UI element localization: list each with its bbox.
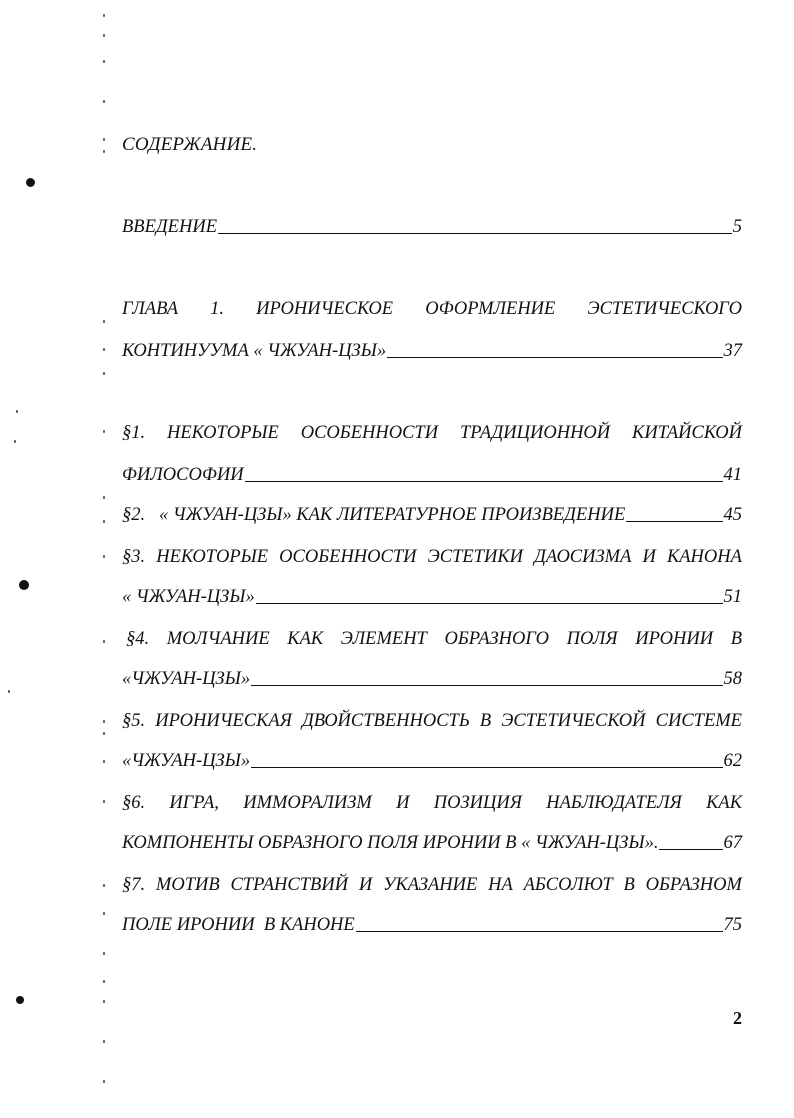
word: ИММОРАЛИЗМ [243, 793, 372, 813]
word: НЕКОТОРЫЕ [156, 547, 269, 567]
word: ОБРАЗНОМ [645, 875, 742, 895]
entry-title: ПОЛЕ ИРОНИИ В КАНОНЕ [122, 915, 355, 935]
word: СИСТЕМЕ [655, 711, 742, 731]
ink-blot [26, 178, 35, 187]
word: УКАЗАНИЕ [383, 875, 478, 895]
word: ГЛАВА [122, 299, 179, 319]
word: НЕКОТОРЫЕ [167, 423, 279, 443]
entry-page: 45 [723, 505, 742, 525]
entry-title: §2. « ЧЖУАН-ЦЗЫ» КАК ЛИТЕРАТУРНОЕ ПРОИЗВЕДЕНИЕ [122, 505, 626, 525]
entry-page: 58 [723, 669, 742, 689]
entry-title: « ЧЖУАН-ЦЗЫ» [122, 587, 255, 607]
entry-page: 37 [723, 341, 742, 361]
word: ТРАДИЦИОННОЙ [459, 423, 611, 443]
toc-entry-chapter1-line2 [122, 338, 742, 364]
word: ЭСТЕТИЧЕСКОЙ [501, 711, 646, 731]
word: §1. [122, 423, 146, 443]
word: ОСОБЕННОСТИ [279, 547, 417, 567]
word: МОТИВ [155, 875, 220, 895]
leader-line [387, 357, 722, 358]
word: ОФОРМЛЕНИЕ [425, 299, 556, 319]
scan-margin-artifacts [0, 0, 110, 1118]
toc-entry-section2 [122, 502, 742, 528]
word: В [623, 875, 635, 895]
entry-page: 41 [723, 465, 742, 485]
entry-title: КОМПОНЕНТЫ ОБРАЗНОГО ПОЛЯ ИРОНИИ В « ЧЖУАН-ЦЗЫ». [122, 833, 659, 853]
toc-entry-section4-line2 [122, 666, 742, 692]
entry-page: 51 [723, 587, 742, 607]
word: ОСОБЕННОСТИ [300, 423, 439, 443]
leader-line [659, 849, 722, 850]
toc-entry-section1-line1 [122, 420, 742, 446]
ink-blot [19, 580, 29, 590]
word: СТРАНСТВИЙ [230, 875, 349, 895]
word: ЭЛЕМЕНТ [340, 629, 427, 649]
word: §6. [122, 793, 146, 813]
toc-entry-section5-line2 [122, 748, 742, 774]
leader-line [218, 233, 732, 234]
toc-entry-section1-line2 [122, 462, 742, 488]
word: §3. [122, 547, 146, 567]
word: НА [488, 875, 513, 895]
toc-entry-intro [122, 214, 742, 240]
toc-entry-section6-line2 [122, 830, 742, 856]
entry-title: «ЧЖУАН-ЦЗЫ» [122, 669, 251, 689]
word: ИРОНИИ [635, 629, 714, 649]
word: И [642, 547, 656, 567]
word: КИТАЙСКОЙ [632, 423, 742, 443]
word: АБСОЛЮТ [523, 875, 613, 895]
entry-title: ВВЕДЕНИЕ [122, 217, 217, 237]
word: §5. [122, 711, 146, 731]
toc-entry-section5-line1 [122, 708, 742, 734]
toc-entry-section7-line1 [122, 872, 742, 898]
word: ПОЛЯ [566, 629, 618, 649]
leader-line [256, 603, 723, 604]
leader-line [245, 481, 723, 482]
word: В [730, 629, 742, 649]
word: ПОЗИЦИЯ [433, 793, 522, 813]
word: ИГРА, [169, 793, 219, 813]
leader-line [251, 685, 722, 686]
entry-page: 5 [732, 217, 742, 237]
toc-entry-section3-line1 [122, 544, 742, 570]
entry-page: 62 [723, 751, 742, 771]
word: ДВОЙСТВЕННОСТЬ [301, 711, 470, 731]
word: ЭСТЕТИКИ [427, 547, 523, 567]
word: КАК [287, 629, 324, 649]
word: §4. [126, 629, 150, 649]
word: ЭСТЕТИЧЕСКОГО [587, 299, 742, 319]
word: МОЛЧАНИЕ [166, 629, 270, 649]
ink-blot [16, 996, 24, 1004]
word: §7. [122, 875, 146, 895]
word: ИРОНИЧЕСКАЯ [155, 711, 292, 731]
word: НАБЛЮДАТЕЛЯ [546, 793, 682, 813]
entry-title: КОНТИНУУМА « ЧЖУАН-ЦЗЫ» [122, 341, 387, 361]
entry-page: 75 [723, 915, 742, 935]
toc-entry-section4-line1 [126, 626, 742, 652]
entry-title: ФИЛОСОФИИ [122, 465, 244, 485]
word: И [396, 793, 410, 813]
toc-entry-chapter1-line1 [122, 296, 742, 322]
word: ДАОСИЗМА [534, 547, 632, 567]
toc-entry-section3-line2 [122, 584, 742, 610]
toc-entry-section6-line1 [122, 790, 742, 816]
toc-entry-section7-line2 [122, 912, 742, 938]
word: ИРОНИЧЕСКОЕ [256, 299, 394, 319]
word: И [358, 875, 373, 895]
word: 1. [210, 299, 224, 319]
entry-title: «ЧЖУАН-ЦЗЫ» [122, 751, 251, 771]
entry-page: 67 [723, 833, 742, 853]
leader-line [626, 521, 722, 522]
word: В [479, 711, 492, 731]
leader-line [356, 931, 723, 932]
word: КАК [706, 793, 742, 813]
leader-line [251, 767, 722, 768]
word: КАНОНА [666, 547, 742, 567]
page-number: 2 [733, 1008, 742, 1028]
word: ОБРАЗНОГО [444, 629, 549, 649]
toc-heading: СОДЕРЖАНИЕ. [122, 134, 258, 155]
